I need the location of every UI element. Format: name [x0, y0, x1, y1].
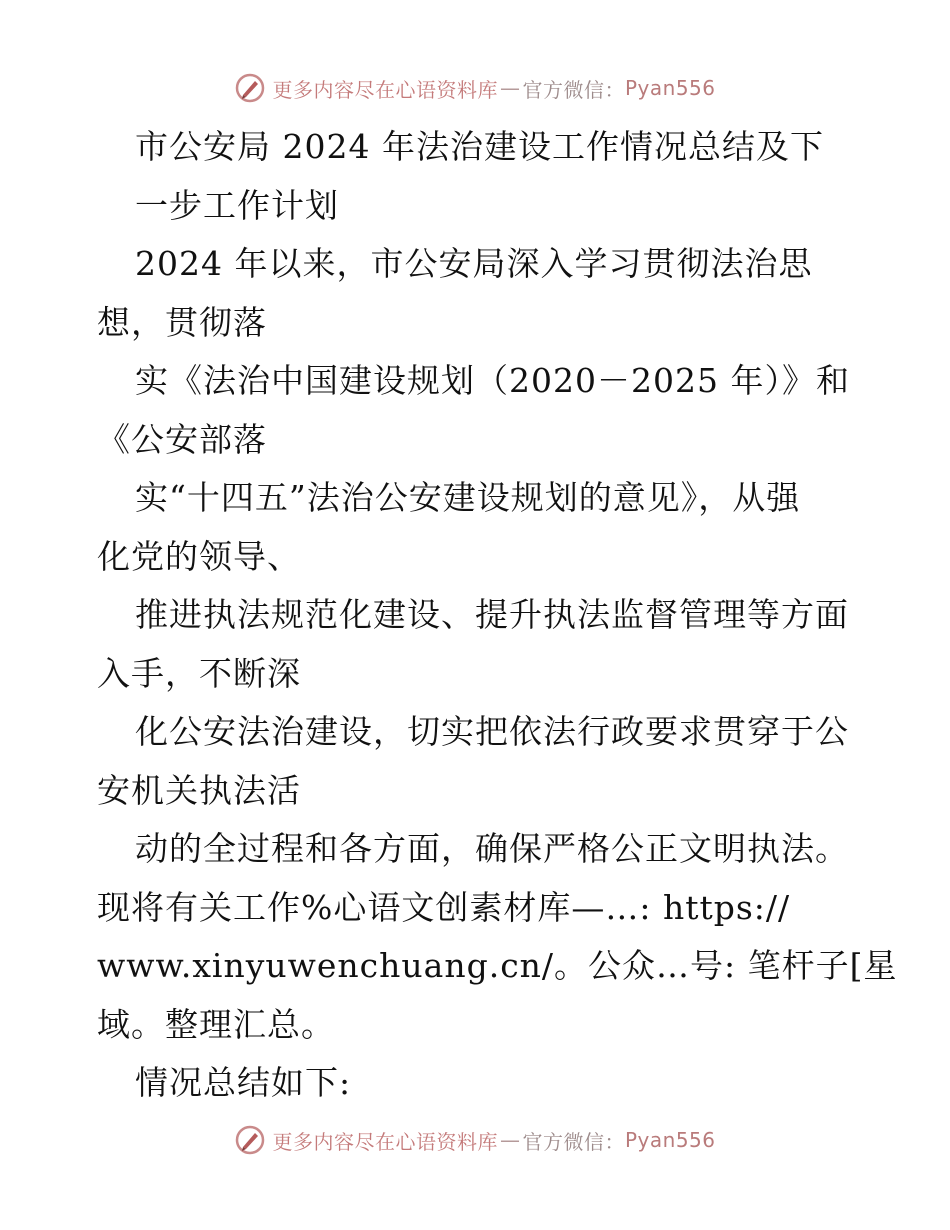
text-line: 化党的领导、 — [97, 536, 301, 576]
watermark-main-text: 更多内容尽在心语资料库 — [272, 1129, 498, 1154]
text-line: 2024 年以来，市公安局深入学习贯彻法治思 — [135, 244, 813, 283]
watermark-footer — [0, 1124, 950, 1156]
watermark-dash: — — [499, 1128, 521, 1152]
watermark-sub-text: 官方微信： — [522, 77, 625, 102]
pen-logo-icon — [234, 72, 266, 104]
text-line: 市公安局 2024 年法治建设工作情况总结及下 — [135, 127, 824, 166]
watermark-wechat-id: Pyan556 — [624, 1128, 716, 1152]
watermark-main-text: 更多内容尽在心语资料库 — [272, 77, 498, 102]
document-body — [97, 118, 898, 1113]
text-line: 一步工作计划 — [135, 185, 339, 225]
text-line: 《公安部落 — [97, 419, 267, 459]
text-line: 入手，不断深 — [97, 653, 301, 693]
watermark-header — [0, 72, 950, 104]
text-line: 域。整理汇总。 — [97, 1004, 335, 1044]
text-line: 实“十四五”法治公安建设规划的意见》，从强 — [135, 478, 801, 517]
text-line: 实《法治中国建设规划（2020－2025 年）》和 — [135, 361, 850, 400]
pen-logo-icon — [234, 1124, 266, 1156]
watermark-sub-text: 官方微信： — [522, 1129, 625, 1154]
text-line: 动的全过程和各方面，确保严格公正文明执法。 — [135, 829, 849, 868]
text-line: 化公安法治建设，切实把依法行政要求贯穿于公 — [135, 712, 849, 751]
text-line: 想，贯彻落 — [97, 302, 267, 342]
watermark-wechat-id: Pyan556 — [624, 76, 716, 100]
text-line: 现将有关工作%心语文创素材库—…: https:// — [97, 887, 791, 927]
text-line: 安机关执法活 — [97, 770, 301, 810]
watermark-dash: — — [499, 76, 521, 100]
text-line: 情况总结如下: — [135, 1063, 352, 1102]
text-line: www.xinyuwenchuang.cn/。公众…号: 笔杆子[星 — [97, 946, 898, 985]
text-line: 推进执法规范化建设、提升执法监督管理等方面 — [135, 595, 849, 634]
